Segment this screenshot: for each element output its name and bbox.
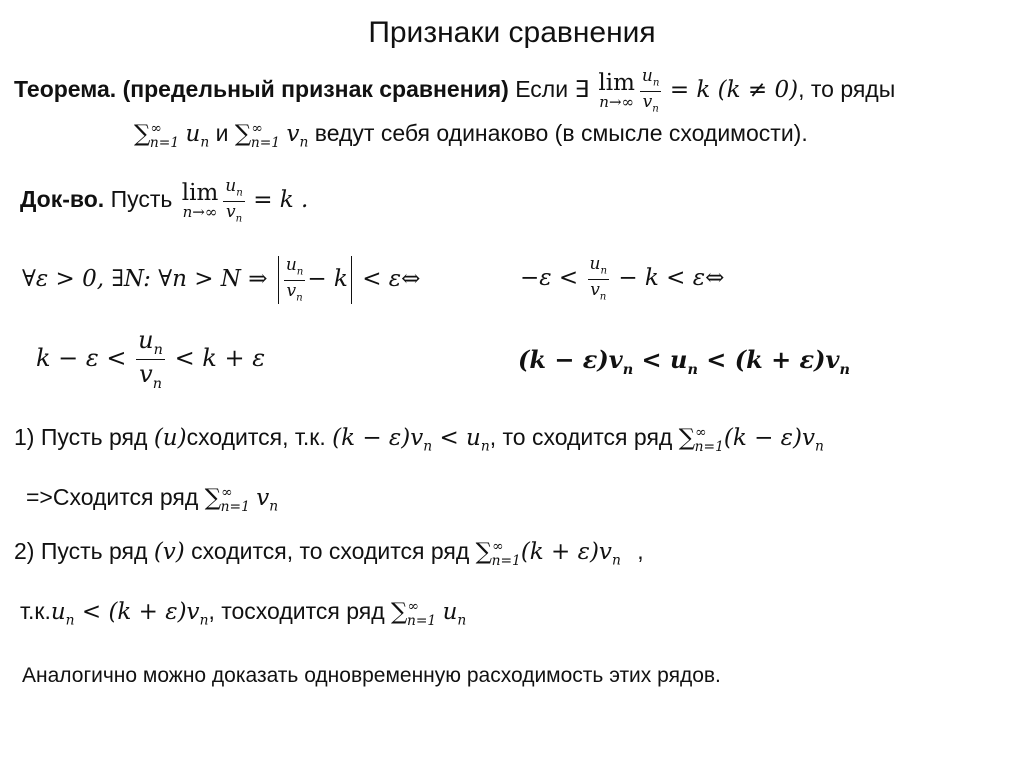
series-u: $u_n$ xyxy=(185,121,210,151)
final-note: Аналогично можно доказать одновременную расходимость этих рядов. xyxy=(22,664,721,687)
bounds-line: k − ε < $\frac{u_n}{v_n}$ < k + ε xyxy=(36,326,266,392)
series-v: $v_n$ xyxy=(286,121,309,151)
theorem-and: и xyxy=(215,120,229,146)
lim-symbol: lim n→∞ xyxy=(598,70,635,112)
epsilon-line-right: −ε < $\frac{u_n}{v_n}$ − k < ε⇔ xyxy=(520,254,725,302)
proof-line: Док-во. Пусть lim n→∞ $\frac{u_n}{v_n}$ = k . xyxy=(20,176,309,224)
step-2-reason: $т.к.u_n < (k + \varepsilon)v_n$, тосходится ряд $\sum^\infty_{n=1}$ $u_n$ xyxy=(20,598,467,629)
ratio-fraction: $\frac{u_n}{v_n}$ xyxy=(641,66,660,114)
theorem-if: Если ∃ xyxy=(515,76,589,103)
theorem-tail: ведут себя одинаково (в смысле сходимости). xyxy=(314,120,808,146)
step-1: 1) Пусть ряд (u)сходится, т.к. $(k - \varepsilon)v_n < u_n$, то сходится ряд $\sum^\infty_{n=1}(k - \varepsilon)v_n$ xyxy=(14,424,824,455)
theorem-then: , то ряды xyxy=(798,76,896,103)
page-title: Признаки сравнения xyxy=(368,16,656,49)
bold-inequality: $(k - \varepsilon)v_n < u_n < (k + \varepsilon)v_n$ xyxy=(518,345,850,378)
proof-label: Док-во. xyxy=(20,186,105,213)
step-2: 2) Пусть ряд (v) сходится, то сходится ряд $\sum^\infty_{n=1}(k + \varepsilon)v_n$ , xyxy=(14,538,644,569)
epsilon-line: ∀ε > 0, ∃N: ∀n > N ⇒ $\frac{u_n}{v_n}$ − k < ε⇔ xyxy=(22,254,421,303)
theorem-line-2: $\sum^\infty_{n=1}$ $u_n$ и $\sum^\infty_{n=1}$ $v_n$ ведут себя одинаково (в смысле сходимости). xyxy=(134,120,808,151)
theorem-eq: = k (k ≠ 0) xyxy=(669,77,799,104)
theorem-line-1 xyxy=(14,68,895,114)
step-1-conclusion: =>Сходится ряд $\sum^\infty_{n=1}$ $v_n$ xyxy=(26,484,279,515)
theorem-label: Теорема. (предельный признак сравнения) xyxy=(14,76,509,103)
